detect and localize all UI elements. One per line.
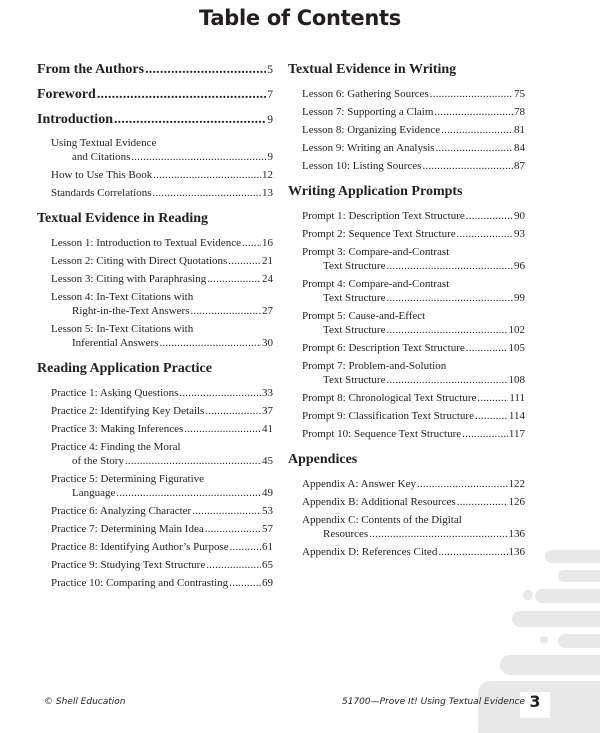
toc-item[interactable]: Practice 6: Analyzing Character ..... 53 [37,504,273,518]
toc-item[interactable]: Prompt 1: Description Text Structure ..... 90 [288,209,525,223]
toc-item[interactable]: Standards Correlations ..... 13 [37,186,273,200]
toc-item[interactable]: Prompt 4: Compare-and-Contrast Text Structure ..... 99 [288,277,525,305]
toc-item[interactable]: Practice 3: Making Inferences ..... 41 [37,422,273,436]
toc-item[interactable]: Prompt 3: Compare-and-Contrast Text Structure ..... 96 [288,245,525,273]
footer-book-title: 51700—Prove It! Using Textual Evidence [342,697,526,707]
toc-item[interactable]: Appendix C: Contents of the Digital Resources ..... 136 [288,513,525,541]
toc-item[interactable]: Prompt 8: Chronological Text Structure ..... 111 [288,391,525,405]
toc-item[interactable]: Practice 1: Asking Questions ..... 33 [37,386,273,400]
toc-item[interactable]: Lesson 2: Citing with Direct Quotations ..... 21 [37,254,273,268]
toc-item[interactable]: Practice 9: Studying Text Structure ..... 65 [37,558,273,572]
toc-item[interactable]: Lesson 6: Gathering Sources ..... 75 [288,87,525,101]
toc-item[interactable]: Prompt 7: Problem-and-Solution Text Structure ..... 108 [288,359,525,387]
section-heading: Textual Evidence in Reading [37,211,209,226]
toc-major-entry[interactable]: Foreword ..... 7 [37,87,273,105]
section-heading: Reading Application Practice [37,361,212,376]
toc-item[interactable]: Lesson 5: In-Text Citations with Inferential Answers ..... 30 [37,322,273,350]
toc-major-entry[interactable]: Introduction ..... 9 [37,112,273,130]
toc-right-column [288,62,525,563]
toc-item[interactable]: Prompt 5: Cause-and-Effect Text Structure ..... 102 [288,309,525,337]
toc-item[interactable]: Appendix B: Additional Resources ..... 126 [288,495,525,509]
toc-item[interactable]: Practice 7: Determining Main Idea ..... 57 [37,522,273,536]
toc-item[interactable]: Lesson 1: Introduction to Textual Evidence ..... 16 [37,236,273,250]
toc-left-column [37,62,273,594]
toc-item[interactable]: Prompt 10: Sequence Text Structure ..... 117 [288,427,525,441]
toc-item[interactable]: Lesson 10: Listing Sources ..... 87 [288,159,525,173]
toc-item[interactable]: Lesson 8: Organizing Evidence ..... 81 [288,123,525,137]
toc-item[interactable]: Lesson 7: Supporting a Claim ..... 78 [288,105,525,119]
toc-item[interactable]: Lesson 9: Writing an Analysis ..... 84 [288,141,525,155]
section-heading: Appendices [288,452,358,467]
toc-item[interactable]: Practice 5: Determining Figurative Language ..... 49 [37,472,273,500]
toc-item[interactable]: Practice 10: Comparing and Contrasting ..... 69 [37,576,273,590]
toc-item[interactable]: Prompt 6: Description Text Structure ..... 105 [288,341,525,355]
toc-item[interactable]: How to Use This Book ..... 12 [37,168,273,182]
toc-item[interactable]: Lesson 4: In-Text Citations with Right-in-the-Text Answers ..... 27 [37,290,273,318]
toc-item[interactable]: Appendix D: References Cited ..... 136 [288,545,525,559]
toc-item[interactable]: Prompt 2: Sequence Text Structure ..... 93 [288,227,525,241]
toc-item[interactable]: Lesson 3: Citing with Paraphrasing ..... 24 [37,272,273,286]
toc-major-entry[interactable]: From the Authors ..... 5 [37,62,273,80]
toc-item[interactable]: Practice 2: Identifying Key Details ..... 37 [37,404,273,418]
toc-item[interactable]: Practice 4: Finding the Moral of the Story ..... 45 [37,440,273,468]
section-heading: Textual Evidence in Writing [288,62,457,77]
toc-item[interactable]: Prompt 9: Classification Text Structure ..... 114 [288,409,525,423]
toc-item[interactable]: Appendix A: Answer Key ..... 122 [288,477,525,491]
toc-item[interactable]: Practice 8: Identifying Author’s Purpose ..... 61 [37,540,273,554]
page-number: 3 [529,692,541,711]
toc-item[interactable]: Using Textual Evidence and Citations ..... 9 [37,136,273,164]
footer-publisher: © Shell Education [44,697,126,707]
page-title: Table of Contents [199,6,401,30]
section-heading: Writing Application Prompts [288,184,463,199]
